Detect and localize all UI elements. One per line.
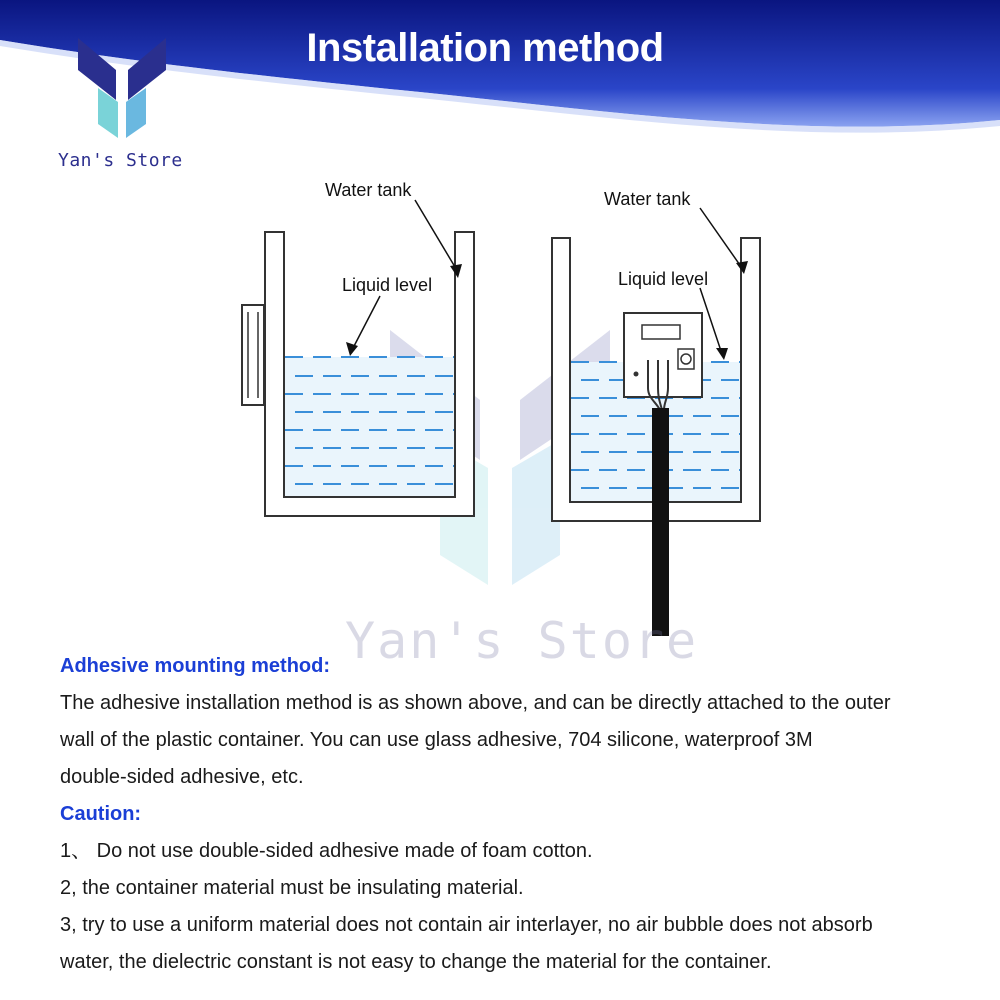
watermark-text: Yan's Store — [345, 612, 699, 670]
caution-line: water, the dielectric constant is not easy to change the material for the container. — [60, 951, 772, 973]
caution-title: Caution: — [60, 803, 142, 825]
adhesive-line: double-sided adhesive, etc. — [60, 766, 304, 788]
adhesive-title: Adhesive mounting method: — [60, 655, 330, 677]
store-name: Yan's Store — [58, 150, 183, 171]
page-title: Installation method — [306, 26, 664, 70]
left-tank-label: Water tank — [325, 180, 412, 200]
left-tank — [242, 180, 474, 516]
caution-line: 3, try to use a uniform material does not contain air interlayer, no air bubble does not absorb — [60, 914, 873, 936]
adhesive-line: The adhesive installation method is as shown above, and can be directly attached to the outer — [60, 692, 891, 714]
adhesive-line: wall of the plastic container. You can use glass adhesive, 704 silicone, waterproof 3M — [60, 729, 813, 751]
right-tank — [552, 189, 760, 636]
caution-line: 2, the container material must be insulating material. — [60, 877, 524, 899]
adhesive-sensor-icon — [242, 305, 264, 405]
left-level-label: Liquid level — [342, 275, 433, 295]
right-level-label: Liquid level — [618, 269, 709, 289]
right-tank-label: Water tank — [604, 189, 691, 209]
instructions — [60, 648, 960, 981]
caution-line: 1、 Do not use double-sided adhesive made of foam cotton. — [60, 840, 593, 862]
